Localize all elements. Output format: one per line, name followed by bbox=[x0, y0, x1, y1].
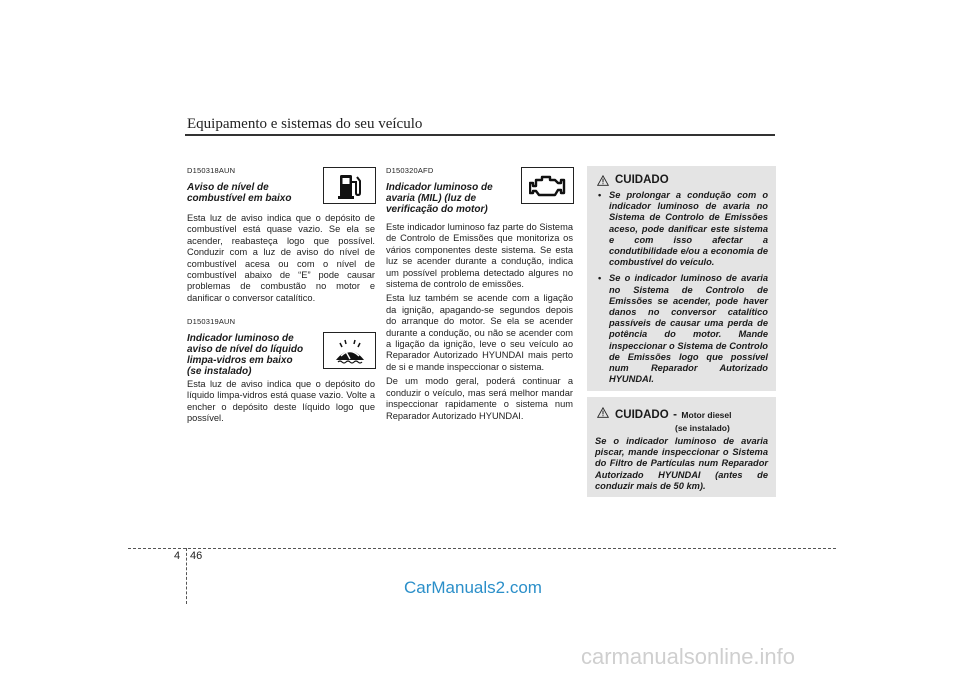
watermark-carmanualsonline[interactable]: carmanualsonline.info bbox=[581, 644, 796, 669]
caution-title-separator: - bbox=[673, 409, 677, 421]
section-body: Esta luz de aviso indica que o depósito de combustível está quase vazio. Se ela se acender, reabasteça logo que possível. Conduzir com a luz de aviso do nível de combustível acesa ou com o nível de combustível abaixo de “E” pode causar problemas de combustão no motor e danificar o conversor catalítico. bbox=[187, 213, 375, 303]
warning-triangle-icon bbox=[597, 175, 609, 186]
caution-title: CUIDADO bbox=[615, 409, 669, 421]
section-code: D150318AUN bbox=[187, 166, 236, 175]
caution-heading bbox=[597, 405, 768, 433]
section-title: Indicador luminoso de aviso de nível do líquido limpa-vidros em baixo bbox=[187, 333, 304, 366]
check-engine-icon bbox=[529, 174, 567, 198]
body-paragraph: Esta luz também se acende com a ligação da ignição, apagando-se segundos depois do arranque do motor. Se ela se acender durante a condução, ou não se acender com a ligação da ignição, leve o seu veículo ao Reparador Autorizado HYUNDAI mais perto de si e mande inspeccionar o sistema. bbox=[386, 293, 573, 372]
body-paragraph: Este indicador luminoso faz parte do Sistema de Controlo de Emissões que monitoriza os vários componentes deste sistema. Se esta luz se acender durante a condução, indica um possível problema detectado algures no sistema de controlo de emissões. bbox=[386, 222, 573, 290]
section-title: Aviso de nível de combustível em baixo bbox=[187, 182, 292, 204]
footer-vertical-divider bbox=[186, 548, 187, 604]
caution-title-group bbox=[615, 405, 731, 433]
washer-fluid-icon bbox=[332, 338, 368, 364]
header-rule bbox=[185, 134, 775, 136]
caution-item: • Se o indicador luminoso de avaria no Sistema de Controlo de Emissões se acender, pode haver danos no conversor catalítico passíveis de causar uma perda de potência do motor. Mande inspeccionar o Sistema de Controlo de Emissões logo que possível num Reparador Autorizado HYUNDAI. bbox=[595, 273, 768, 385]
footer-divider bbox=[128, 548, 836, 549]
washer-icon-box bbox=[323, 332, 376, 369]
caution-list bbox=[595, 190, 768, 385]
fuel-pump-icon bbox=[337, 172, 363, 200]
engine-icon-box bbox=[521, 167, 574, 204]
fuel-icon-box bbox=[323, 167, 376, 204]
section-mil bbox=[386, 166, 573, 422]
caution-heading bbox=[597, 174, 768, 186]
caution-box-diesel bbox=[587, 397, 776, 497]
chapter-number: 4 bbox=[174, 550, 181, 562]
section-body bbox=[386, 222, 573, 422]
caution-item: • Se prolongar a condução com o indicador luminoso de avaria no Sistema de Controlo de Emissões aceso, pode danificar este sistema e com isso afectar a condutibilidade e/ou a economia de combustível do veículo. bbox=[595, 190, 768, 268]
caution-box-emissions bbox=[587, 166, 776, 391]
page-number: 46 bbox=[190, 550, 203, 562]
caution-text: Se o indicador luminoso de avaria piscar, mande inspeccionar o Sistema do Filtro de Partículas num Reparador Autorizado HYUNDAI (antes de conduzir mais de 50 km). bbox=[595, 436, 768, 491]
section-title-note: (se instalado) bbox=[187, 366, 252, 377]
caution-subtitle: Motor diesel bbox=[681, 410, 732, 420]
section-code: D150319AUN bbox=[187, 317, 236, 326]
section-body: Esta luz de aviso indica que o depósito do líquido limpa-vidros está quase vazio. Volte a encher o depósito deste líquido logo que possível. bbox=[187, 379, 375, 424]
watermark-carmanuals2[interactable]: CarManuals2.com bbox=[404, 578, 542, 597]
body-paragraph: De um modo geral, poderá continuar a conduzir o veículo, mas será melhor mandar inspeccionar rapidamente o sistema num Reparador Autorizado HYUNDAI. bbox=[386, 376, 573, 421]
section-title: Indicador luminoso de avaria (MIL) (luz de verificação do motor) bbox=[386, 182, 493, 215]
caution-subtitle-note: (se instalado) bbox=[675, 423, 730, 433]
warning-triangle-icon bbox=[597, 407, 609, 418]
section-code: D150320AFD bbox=[386, 166, 434, 175]
page-header-title: Equipamento e sistemas do seu veículo bbox=[187, 116, 423, 132]
caution-title: CUIDADO bbox=[615, 174, 669, 186]
